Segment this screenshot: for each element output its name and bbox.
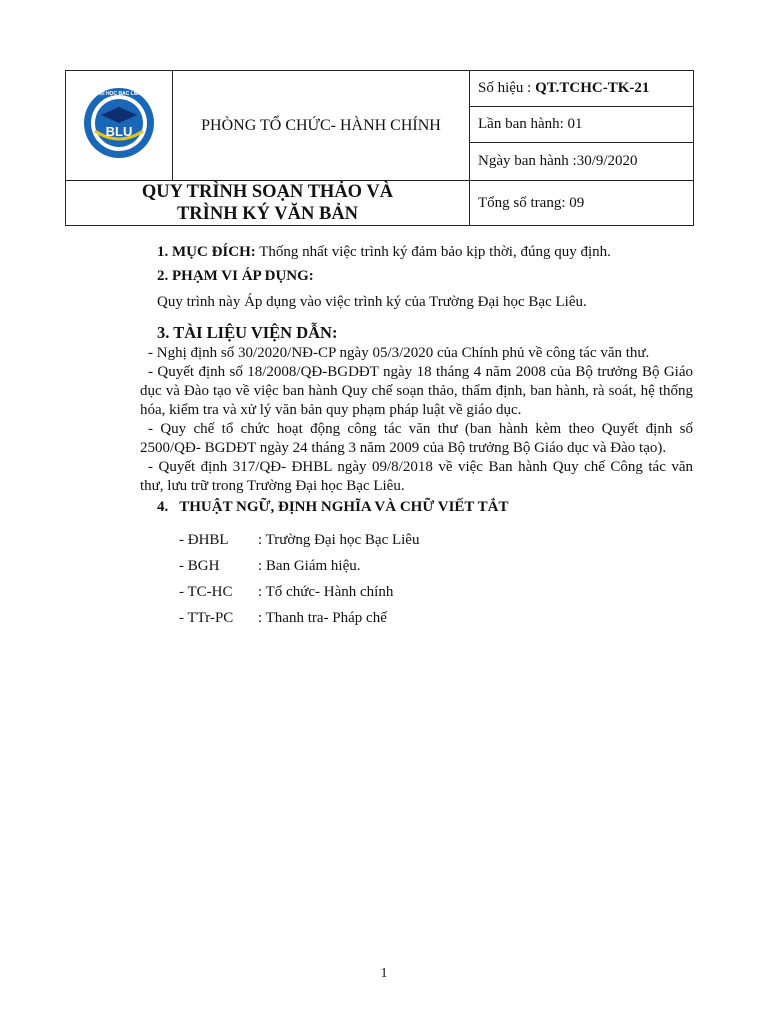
document-body [140, 243, 693, 628]
section-purpose-text: Thống nhất việc trình ký đảm bảo kịp thời, đúng quy định. [255, 244, 611, 260]
logo-cell [66, 71, 173, 181]
term-abbr: - TTr-PC [179, 610, 234, 626]
section-scope-text: Quy trình này Áp dụng vào việc trình ký của Trường Đại học Bạc Liêu. [157, 294, 587, 310]
page-number: 1 [380, 966, 388, 981]
term-row [179, 557, 693, 576]
section-purpose [157, 243, 693, 262]
term-abbr: - ĐHBL [179, 532, 229, 548]
document-code [470, 71, 694, 107]
section-terms-heading: 4. THUẬT NGỮ, ĐỊNH NGHĨA VÀ CHỮ VIẾT TẮT [157, 499, 509, 515]
title-line-2: TRÌNH KÝ VĂN BẢN [176, 204, 359, 224]
section-purpose-heading: 1. MỤC ĐÍCH: [157, 244, 256, 260]
document-header-table [65, 70, 694, 226]
term-row [179, 531, 693, 550]
document-title [66, 181, 470, 226]
term-abbr: - BGH [179, 558, 220, 574]
section-references-heading: 3. TÀI LIỆU VIỆN DẪN: [157, 323, 338, 342]
section-scope-heading: 2. PHẠM VI ÁP DỤNG: [157, 268, 314, 284]
term-row [179, 583, 693, 602]
term-meaning: : Ban Giám hiệu. [258, 558, 361, 574]
logo-ring-text: ĐẠI HỌC BẠC LIÊU [95, 91, 143, 97]
reference-item: - Quy chế tổ chức hoạt động công tác văn thư (ban hành kèm theo Quyết định số 2500/QĐ- BGDĐT ngày 24 tháng 3 năm 2009 của Bộ trưởng Bộ Giáo dục và Đào tạo). [140, 421, 693, 456]
issue-date: Ngày ban hành :30/9/2020 [470, 143, 694, 181]
title-line-1: QUY TRÌNH SOẠN THẢO VÀ [141, 182, 394, 202]
reference-item: - Quyết định 317/QĐ- ĐHBL ngày 09/8/2018 về việc Ban hành Quy chế Công tác văn thư, lưu trữ trong Trường Đại học Bạc Liêu. [140, 459, 693, 494]
term-meaning: : Tổ chức- Hành chính [258, 584, 394, 600]
department-name: PHÒNG TỔ CHỨC- HÀNH CHÍNH [173, 71, 470, 181]
university-seal-icon [81, 85, 157, 161]
terms-list [179, 531, 693, 628]
document-code-label: Số hiệu : [478, 80, 536, 96]
edition-number: Lần ban hành: 01 [470, 107, 694, 143]
document-code-value: QT.TCHC-TK-21 [535, 80, 650, 96]
logo-letters: BLU [105, 124, 133, 139]
reference-item: - Nghị định số 30/2020/NĐ-CP ngày 05/3/2020 của Chính phủ về công tác văn thư. [148, 345, 650, 361]
references-list [140, 344, 693, 496]
term-meaning: : Thanh tra- Pháp chế [258, 610, 387, 626]
term-row [179, 609, 693, 628]
term-abbr: - TC-HC [179, 584, 233, 600]
total-pages: Tổng số trang: 09 [470, 181, 694, 226]
reference-item: - Quyết định số 18/2008/QĐ-BGDĐT ngày 18 tháng 4 năm 2008 của Bộ trưởng Bộ Giáo dục và Đào tạo về việc ban hành Quy chế soạn thảo, thẩm định, ban hành, rà soát, hệ thống hóa, kiểm tra và xử lý văn bản quy phạm pháp luật về giáo dục. [140, 364, 693, 418]
term-meaning: : Trường Đại học Bạc Liêu [258, 532, 420, 548]
